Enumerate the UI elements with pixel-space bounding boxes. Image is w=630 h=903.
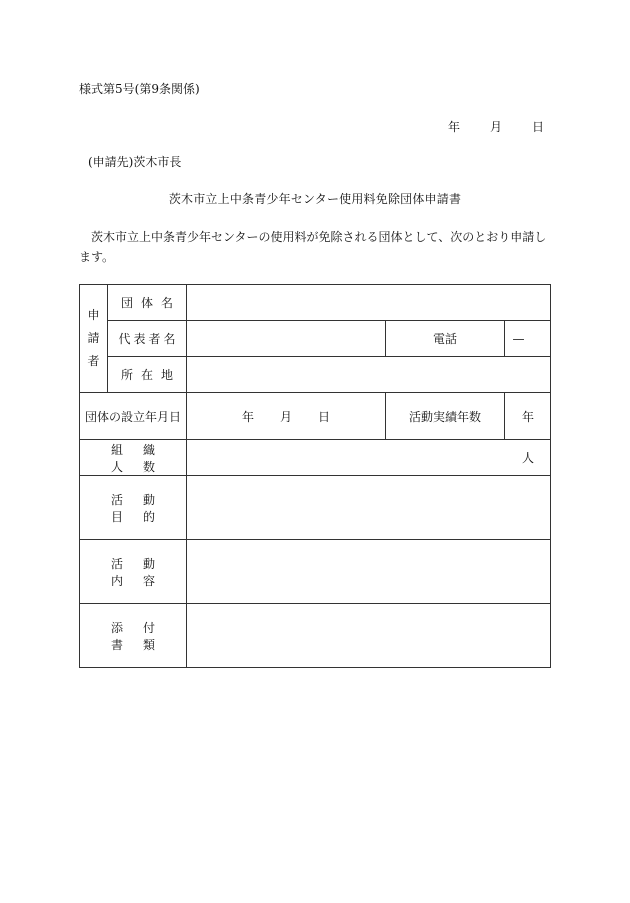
row-established bbox=[80, 393, 551, 440]
applicant-char-1: 申 bbox=[87, 308, 100, 322]
phone-dash: — bbox=[512, 331, 525, 346]
row-address bbox=[80, 357, 551, 393]
row-members bbox=[80, 440, 551, 476]
est-day: 日 bbox=[318, 409, 331, 424]
row-group-name bbox=[80, 285, 551, 321]
applicant-label bbox=[80, 285, 108, 393]
activity-years-label: 活動実績年数 bbox=[386, 393, 505, 440]
application-form-table bbox=[79, 284, 551, 668]
attachments-field[interactable] bbox=[187, 604, 551, 668]
date-line bbox=[448, 118, 544, 135]
purpose-field[interactable] bbox=[187, 476, 551, 540]
members-field[interactable] bbox=[187, 440, 551, 476]
address-field[interactable] bbox=[187, 357, 551, 393]
phone-label: 電話 bbox=[386, 321, 505, 357]
intro-text: 茨木市立上中条青少年センターの使用料が免除される団体として、次のとおり申請します。 bbox=[79, 230, 547, 264]
established-date-field[interactable] bbox=[187, 393, 386, 440]
content-field[interactable] bbox=[187, 540, 551, 604]
phone-field[interactable] bbox=[505, 321, 551, 357]
form-number: 様式第5号(第9条関係) bbox=[79, 82, 200, 96]
applicant-char-3: 者 bbox=[87, 354, 100, 368]
row-attachments bbox=[80, 604, 551, 668]
applicant-char-2: 請 bbox=[87, 331, 100, 345]
members-label: 組織人数 bbox=[80, 440, 187, 476]
address-label: 所在地 bbox=[108, 357, 187, 393]
est-month: 月 bbox=[279, 409, 292, 424]
attachments-label: 添付書類 bbox=[80, 604, 187, 668]
representative-label: 代表者名 bbox=[108, 321, 187, 357]
row-purpose bbox=[80, 476, 551, 540]
content-label: 活動内容 bbox=[80, 540, 187, 604]
date-day: 日 bbox=[531, 120, 544, 134]
purpose-label: 活動目的 bbox=[80, 476, 187, 540]
document-title: 茨木市立上中条青少年センター使用料免除団体申請書 bbox=[168, 192, 462, 206]
activity-years-field[interactable] bbox=[505, 393, 551, 440]
activity-years-unit: 年 bbox=[521, 409, 534, 424]
group-name-field[interactable] bbox=[187, 285, 551, 321]
date-year: 年 bbox=[447, 120, 460, 134]
representative-field[interactable] bbox=[187, 321, 386, 357]
established-label: 団体の設立年月日 bbox=[80, 393, 187, 440]
row-content bbox=[80, 540, 551, 604]
addressee: (申請先)茨木市長 bbox=[88, 155, 182, 169]
group-name-label: 団体名 bbox=[108, 285, 187, 321]
row-representative bbox=[80, 321, 551, 357]
date-month: 月 bbox=[489, 120, 502, 134]
est-year: 年 bbox=[241, 409, 254, 424]
members-unit: 人 bbox=[521, 451, 534, 465]
